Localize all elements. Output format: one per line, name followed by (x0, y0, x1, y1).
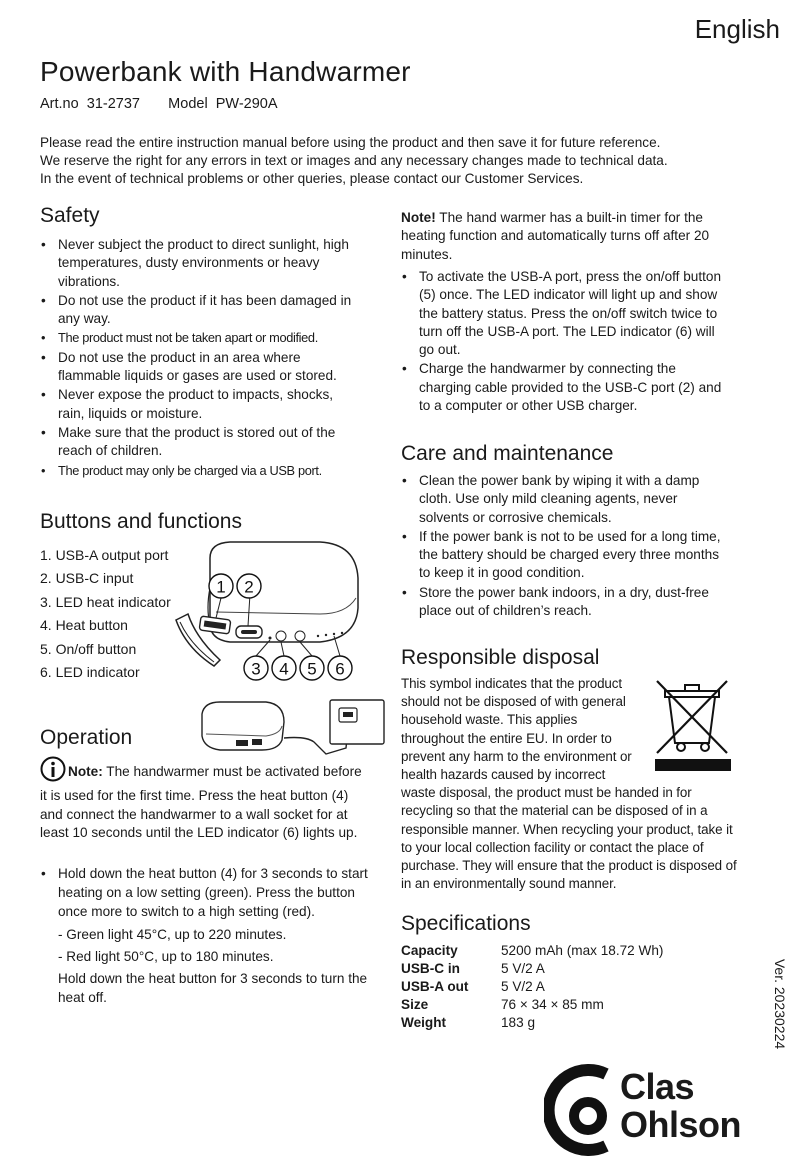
usb-list (401, 268, 731, 416)
spec-value: 5 V/2 A (501, 979, 545, 994)
spec-label: USB-C in (401, 961, 460, 976)
intro-text (40, 134, 760, 188)
note-text: The handwarmer must be activated before it is used for the first time. Press the heat button (4) and connect the handwarmer to a wall socket for at least 10 seconds until the LED indicator (6) lights up. (40, 764, 362, 841)
safety-list (40, 236, 362, 481)
red-light-info: - Red light 50°C, up to 180 minutes. (58, 948, 274, 964)
logo-mark-icon (544, 1064, 624, 1156)
list-item: 2. USB-C input (40, 570, 134, 587)
list-item: 1. USB-A output port (40, 547, 169, 563)
list-item: • The product must not be taken apart or modified. (40, 329, 362, 347)
article-info (40, 96, 278, 112)
intro-line: Please read the entire instruction manual before using the product and then save it for future reference. (40, 135, 661, 150)
list-item: 6. LED indicator (40, 664, 140, 681)
list-item: 3. LED heat indicator (40, 593, 171, 610)
callout-2: 2 (244, 577, 254, 597)
green-light-info: - Green light 45°C, up to 220 minutes. (58, 926, 287, 942)
intro-line: We reserve the right for any errors in text or images and any necessary changes made to technical data. (40, 153, 668, 168)
heat-off-info: Hold down the heat button for 3 seconds to turn the heat off. (58, 971, 368, 1006)
buttons-list (40, 544, 171, 684)
list-item: • Store the power bank indoors, in a dry, dust-free place out of children’s reach. (401, 584, 731, 621)
callout-1: 1 (216, 577, 226, 597)
brand-line2: Ohlson (620, 1104, 741, 1145)
list-item: • The product may only be charged via a USB port. (40, 462, 362, 480)
operation-heading: Operation (40, 726, 133, 749)
art-label: Art.no (40, 96, 79, 112)
operation-list (40, 864, 370, 1008)
list-item: • Clean the power bank by wiping it with a damp cloth. Use only mild cleaning agents, never solvents or corrosive chemicals. (401, 472, 731, 527)
intro-line: In the event of technical problems or other queries, please contact our Customer Services. (40, 171, 584, 186)
spec-value: 76 × 34 × 85 mm (501, 997, 604, 1012)
callout-4: 4 (279, 659, 289, 679)
spec-label: USB-A out (401, 979, 469, 994)
table-row (401, 978, 663, 996)
version-label: Ver. 20230224 (772, 958, 788, 1050)
operation-step: Hold down the heat button (4) for 3 seconds to start heating on a low setting (green). Press the button once more to switch to a high setting (red). (58, 866, 368, 920)
spec-value: 5200 mAh (max 18.72 Wh) (501, 943, 664, 958)
care-list (401, 472, 731, 621)
list-item: 5. On/off button (40, 640, 137, 657)
specs-heading: Specifications (401, 912, 531, 935)
buttons-heading: Buttons and functions (40, 510, 242, 533)
callout-6: 6 (335, 659, 345, 679)
callout-5: 5 (307, 659, 317, 679)
brand-name (620, 1068, 741, 1144)
list-item: • Do not use the product in an area where flammable liquids or gases are used or stored. (40, 349, 362, 386)
art-number: 31-2737 (86, 96, 140, 112)
disposal-heading: Responsible disposal (401, 646, 600, 669)
list-item: • Never subject the product to direct sunlight, high temperatures, dusty environments or heavy vibrations. (40, 236, 362, 291)
page-title: Powerbank with Handwarmer (40, 56, 411, 87)
powerbank-diagram (170, 538, 366, 688)
brand-line1: Clas (620, 1066, 695, 1107)
list-item: • Never expose the product to impacts, shocks, rain, liquids or moisture. (40, 386, 362, 423)
spec-value: 183 g (501, 1015, 536, 1030)
list-item: 4. Heat button (40, 617, 128, 634)
care-heading: Care and maintenance (401, 442, 614, 465)
table-row (401, 960, 663, 978)
brand-logo (544, 1064, 754, 1156)
callout-3: 3 (251, 659, 261, 679)
weee-symbol (647, 675, 739, 777)
timer-note-label: Note! (401, 210, 436, 225)
list-item: • Make sure that the product is stored out of the reach of children. (40, 424, 362, 461)
table-row (401, 1014, 663, 1032)
model-number: PW-290A (215, 96, 278, 112)
operation-note (40, 756, 366, 843)
table-row (401, 996, 663, 1014)
list-item: • Charge the handwarmer by connecting the charging cable provided to the USB-C port (2) and to a computer or other USB charger. (401, 360, 731, 415)
list-item: • Do not use the product if it has been damaged in any way. (40, 292, 362, 329)
language-label: English (694, 14, 780, 44)
disposal-text (401, 675, 739, 893)
list-item: • To activate the USB-A port, press the on/off button (5) once. The LED indicator will light up and show the battery status. Press the on/off switch twice to turn off the USB-A port. The LED indicator (6) will go out. (401, 268, 731, 359)
spec-label: Weight (401, 1015, 447, 1030)
specs-table (401, 942, 663, 1032)
list-item (40, 864, 370, 1007)
disposal-paragraph: This symbol indicates that the product should not be disposed of with general household waste. This applies throughout the entire EU. In order to prevent any harm to the environment or health hazards caused by incorrect waste disposal, the product must be handed in for recycling so that the material can be disposed of in a responsible manner. When recycling your product, take it to your local collection facility or contact the place of purchase. They will ensure that the product is disposed of in an environmentally sound manner. (401, 676, 737, 892)
info-icon (40, 756, 66, 787)
timer-note (401, 209, 726, 264)
list-item: • If the power bank is not to be used for a long time, the battery should be charged every three months to keep it in good condition. (401, 528, 731, 583)
note-label: Note: (68, 764, 103, 779)
spec-label: Capacity (401, 943, 458, 958)
table-row (401, 942, 663, 960)
model-label: Model (168, 96, 208, 112)
timer-note-text: The hand warmer has a built-in timer for the heating function and automatically turns off after 20 minutes. (401, 210, 710, 262)
spec-label: Size (401, 997, 429, 1012)
safety-heading: Safety (40, 204, 100, 227)
spec-value: 5 V/2 A (501, 961, 545, 976)
